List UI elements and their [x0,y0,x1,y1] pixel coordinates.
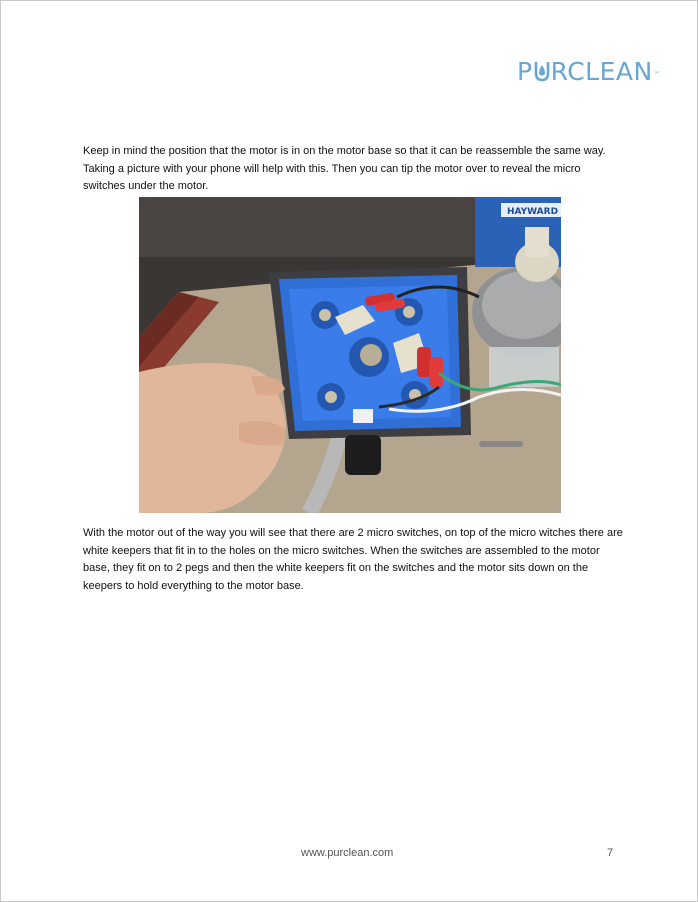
footer-website: www.purclean.com [301,847,394,859]
motor-base-photo [139,197,561,513]
page-number: 7 [607,847,614,859]
paragraph-intro: Keep in mind the position that the motor is in on the motor base so that it can be reassemble the same way. Taking a picture with your phone will help with this. Then you can tip the motor over to reveal the micro switches under the motor. [83,145,606,192]
logo-text-start: P [517,57,533,86]
purclean-logo [517,57,660,86]
logo-text-end: RCLEAN [550,57,653,86]
motor-base-photo-illustration [139,197,561,513]
paragraph-micro-switches: With the motor out of the way you will see that there are 2 micro switches, on top of the micro witches there are white keepers that fit in to the holes on the micro switches. When the switches are assembled to the motor base, they fit on to 2 pegs and then the white keepers fit on the switches and the motor sits down on the keepers to hold everything to the motor base. [83,527,623,592]
trademark-mark: ™ [653,71,661,78]
water-drop-u-icon [534,60,550,82]
hayward-label: HAYWARD [507,207,559,217]
